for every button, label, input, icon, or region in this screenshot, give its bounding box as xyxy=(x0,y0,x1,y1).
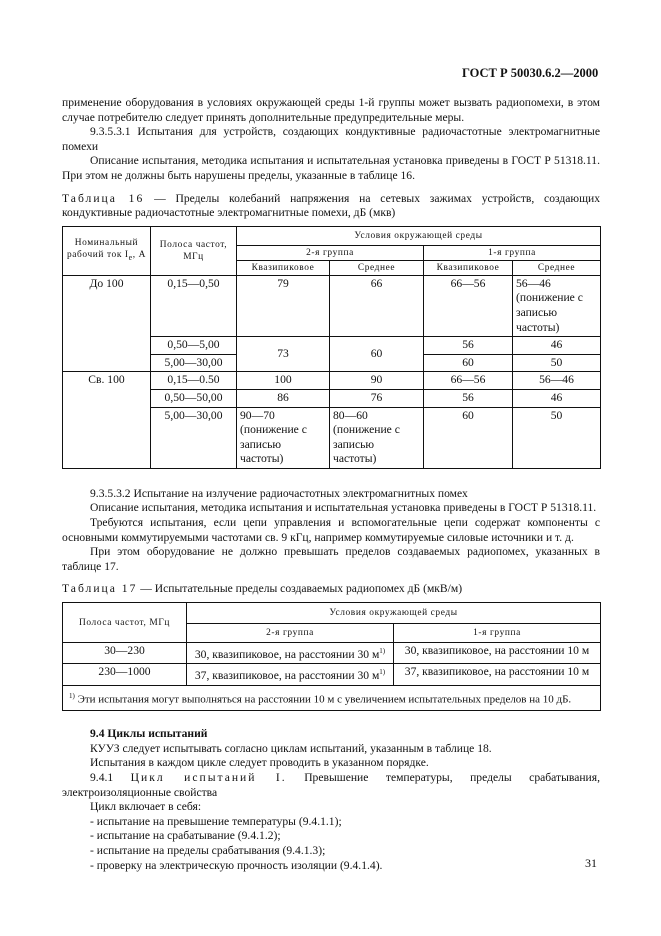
cell: 30, квазипиковое, на расстоянии 10 м xyxy=(394,643,601,664)
col-header-current-unit: , А xyxy=(132,250,146,261)
paragraph: При этом оборудование не должно превышать пределов создаваемых радиопомех, указанных в таблице 17. xyxy=(62,545,600,573)
col-header-qpeak-g2: Квазипиковое xyxy=(237,260,330,275)
cell-current: До 100 xyxy=(63,275,151,372)
table17-footnote xyxy=(63,685,601,710)
cell xyxy=(187,643,394,664)
table17-caption xyxy=(62,582,600,597)
col-header-qpeak-g1: Квазипиковое xyxy=(424,260,513,275)
cell-text: 30, квазипиковое, на расстоянии 30 м xyxy=(194,647,380,661)
section-9-4-title: 9.4 Циклы испытаний xyxy=(90,727,208,741)
table-row xyxy=(63,643,601,664)
col-header-conditions: Условия окружающей среды xyxy=(187,603,601,624)
cell: 56—46 (понижение с записью частоты) xyxy=(513,275,601,336)
cell: 80—60 (понижение с записью частоты) xyxy=(330,407,424,468)
cell: 90 xyxy=(330,372,424,390)
table-row xyxy=(63,275,601,336)
cell xyxy=(187,664,394,685)
cell-band: 0,15—0,50 xyxy=(151,275,237,336)
page-number: 31 xyxy=(585,856,597,870)
cell: 56 xyxy=(424,389,513,407)
cell: 90—70 (понижение с записью частоты) xyxy=(237,407,330,468)
cell: 60 xyxy=(424,354,513,372)
col-header-band: Полоса частот, МГц xyxy=(151,226,237,275)
list-item: - испытание на превышение температуры (9.4.1.1); xyxy=(90,814,342,828)
col-header-avg-g2: Среднее xyxy=(330,260,424,275)
col-header-avg-g1: Среднее xyxy=(513,260,601,275)
paragraph: Описание испытания, методика испытания и испытательная установка приведены в ГОСТ Р 51318.11. xyxy=(90,501,597,515)
section-9-3-5-3-1: 9.3.5.3.1 Испытания для устройств, создающих кондуктивные радиочастотные электромагнитные помехи xyxy=(62,125,600,153)
table17-caption-prefix: Таблица 17 xyxy=(62,582,138,596)
cell: 76 xyxy=(330,389,424,407)
cell: 50 xyxy=(513,407,601,468)
cell: 46 xyxy=(513,337,601,355)
cell-current: Св. 100 xyxy=(63,372,151,469)
paragraph: Цикл включает в себя: xyxy=(90,800,202,814)
section-text: Превышение температуры, пределы срабатывания, электроизоляционные свойства xyxy=(62,770,600,799)
col-header-group2: 2-я группа xyxy=(187,624,394,643)
footnote-mark: 1) xyxy=(69,691,75,700)
cell-band: 30—230 xyxy=(63,643,187,664)
cell-text: 37, квазипиковое, на расстоянии 30 м xyxy=(194,669,380,683)
col-header-group1: 1-я группа xyxy=(424,245,601,260)
paragraph: Требуются испытания, если цепи управления и вспомогательные цепи содержат компоненты с основными коммутируемыми частотами св. 9 кГц, например коммутируемые силовые источники и т. д. xyxy=(62,516,600,544)
footnote-mark: 1) xyxy=(379,668,386,677)
table-16 xyxy=(62,226,601,469)
paragraph: КУУЗ следует испытывать согласно циклам испытаний, указанным в таблице 18. xyxy=(90,741,492,755)
section-number: 9.4.1 xyxy=(90,770,114,784)
table16-caption-text: — Пределы колебаний напряжения на сетевых зажимах устройств, создающих кондуктивные радиочастотные электромагнитные помехи, дБ (мкв) xyxy=(62,191,600,220)
paragraph: Испытания в каждом цикле следует проводить в указанном порядке. xyxy=(90,756,429,770)
col-header-group2: 2-я группа xyxy=(237,245,424,260)
table17-caption-text: — Испытательные пределы создаваемых радиопомех дБ (мкВ/м) xyxy=(137,582,463,596)
col-header-current-subscript: e xyxy=(128,253,133,263)
list-item: - испытание на срабатывание (9.4.1.2); xyxy=(90,829,281,843)
cell-band: 5,00—30,00 xyxy=(151,407,237,468)
col-header-conditions: Условия окружающей среды xyxy=(237,226,601,245)
table16-caption-prefix: Таблица 16 xyxy=(62,191,145,205)
cell: 86 xyxy=(237,389,330,407)
section-9-4-1 xyxy=(62,771,600,800)
cell: 37, квазипиковое, на расстоянии 10 м xyxy=(394,664,601,685)
cell-band: 5,00—30,00 xyxy=(151,354,237,372)
cell: 60 xyxy=(330,337,424,372)
footnote-mark: 1) xyxy=(379,647,386,656)
cell: 56 xyxy=(424,337,513,355)
cell: 60 xyxy=(424,407,513,468)
section-9-3-5-3-2: 9.3.5.3.2 Испытание на излучение радиочастотных электромагнитных помех xyxy=(90,486,468,500)
col-header-current-label: Номинальный рабочий ток I xyxy=(67,238,139,261)
page-header: ГОСТ Р 50030.6.2—2000 xyxy=(462,66,599,80)
cell-band: 0,15—0.50 xyxy=(151,372,237,390)
paragraph: Описание испытания, методика испытания и испытательная установка приведены в ГОСТ Р 51318.11. При этом не должны быть нарушены пределы, указанные в таблице 16. xyxy=(62,154,600,182)
cell: 66 xyxy=(330,275,424,336)
list-item: - испытание на пределы срабатывания (9.4.1.3); xyxy=(90,843,326,857)
cell: 66—56 xyxy=(424,372,513,390)
cell: 66—56 xyxy=(424,275,513,336)
cell: 46 xyxy=(513,389,601,407)
cell-band: 0,50—5,00 xyxy=(151,337,237,355)
col-header-current xyxy=(63,226,151,275)
cycle-title: Цикл испытаний I. xyxy=(130,770,287,784)
cell-band: 230—1000 xyxy=(63,664,187,685)
table-row xyxy=(63,372,601,390)
list-item: - проверку на электрическую прочность изоляции (9.4.1.4). xyxy=(90,858,383,872)
table-17 xyxy=(62,602,601,711)
paragraph: применение оборудования в условиях окружающей среды 1-й группы может вызвать радиопомехи, в этом случае потребителю следует принять дополнительные предупредительные меры. xyxy=(62,96,600,124)
col-header-band: Полоса частот, МГц xyxy=(63,603,187,643)
col-header-group1: 1-я группа xyxy=(394,624,601,643)
cell-band: 0,50—50,00 xyxy=(151,389,237,407)
table-row xyxy=(63,664,601,685)
table16-caption xyxy=(62,192,600,221)
cell: 79 xyxy=(237,275,330,336)
cell: 73 xyxy=(237,337,330,372)
cell: 56—46 xyxy=(513,372,601,390)
footnote-text: Эти испытания могут выполняться на расстоянии 10 м с увеличением испытательных пределов на 10 дБ. xyxy=(77,693,572,706)
document-body xyxy=(62,96,600,873)
cell: 50 xyxy=(513,354,601,372)
cell: 100 xyxy=(237,372,330,390)
